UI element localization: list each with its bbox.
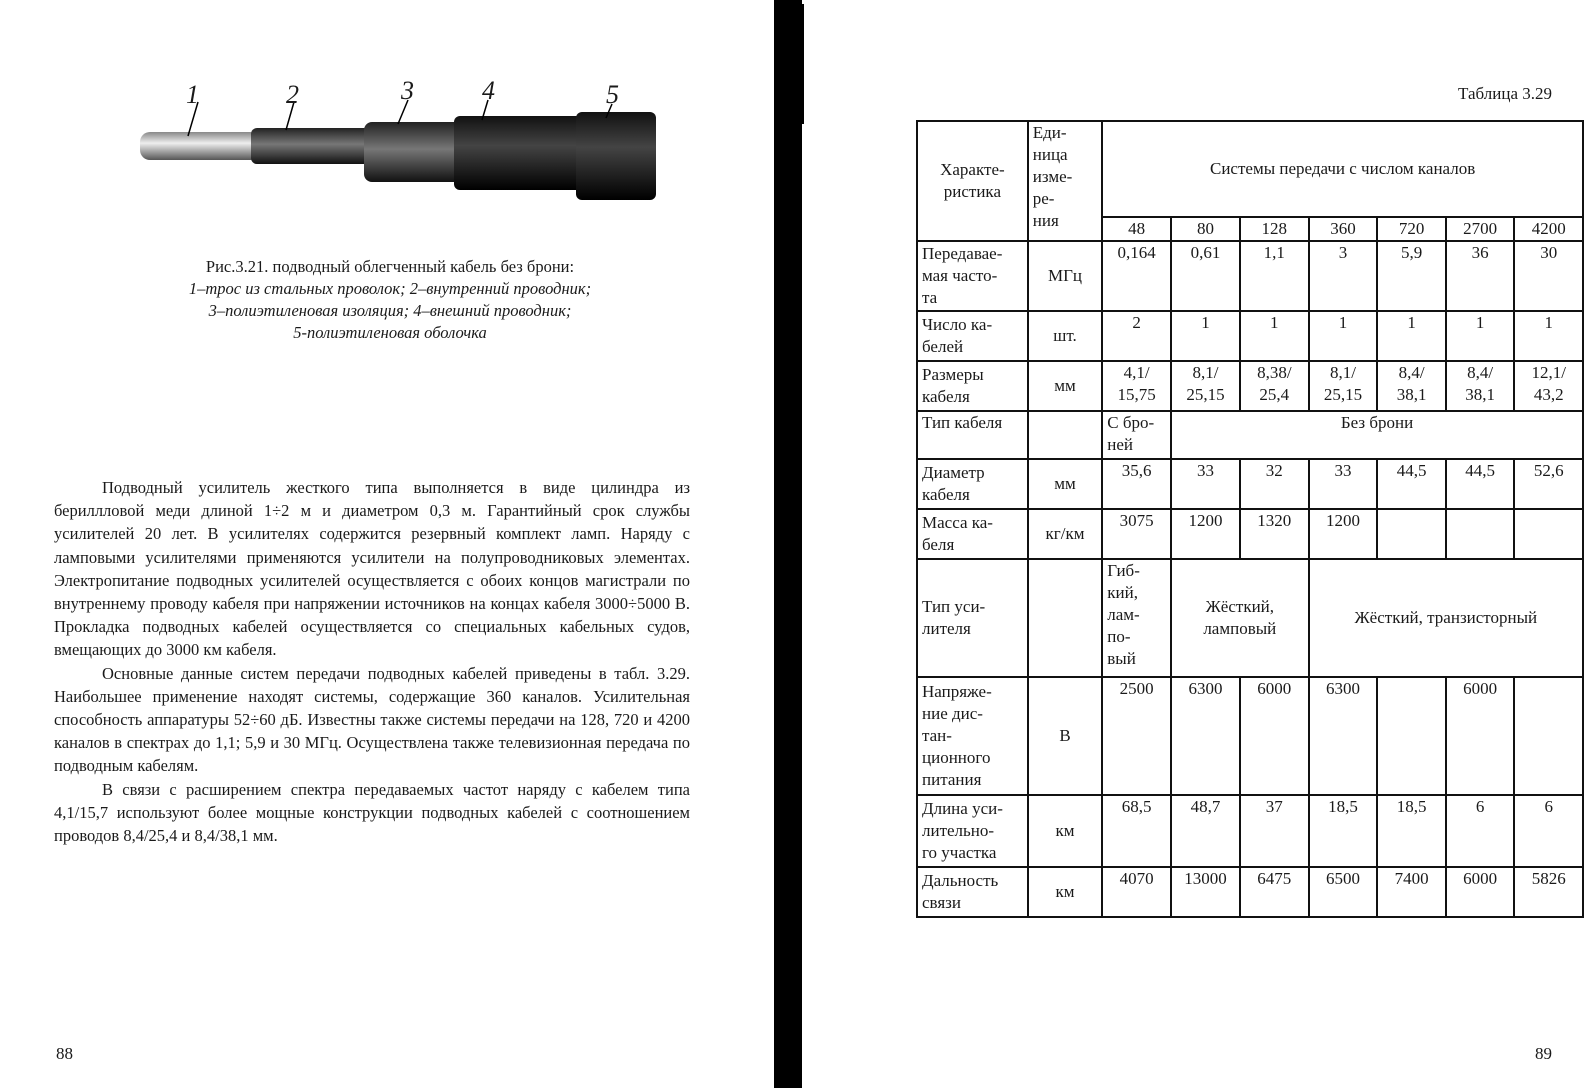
table-row	[917, 311, 1583, 361]
cell: 13000	[1171, 867, 1240, 917]
table-row	[917, 677, 1583, 795]
page-number-left: 88	[56, 1044, 73, 1063]
row-unit	[1028, 559, 1103, 677]
cell	[1514, 509, 1583, 559]
cell: 33	[1171, 459, 1240, 509]
table-row	[917, 795, 1583, 867]
row-label: Число ка- белей	[917, 311, 1028, 361]
cell: 2	[1102, 311, 1171, 361]
row-unit: шт.	[1028, 311, 1103, 361]
cell	[1446, 509, 1515, 559]
cell: 6000	[1240, 677, 1309, 795]
cell: Без брони	[1171, 411, 1583, 459]
row-label: Диаметр кабеля	[917, 459, 1028, 509]
cell: 8,1/ 25,15	[1171, 361, 1240, 411]
cell: 4,1/ 15,75	[1102, 361, 1171, 411]
cell: 6475	[1240, 867, 1309, 917]
cell: 1200	[1309, 509, 1378, 559]
cell: 68,5	[1102, 795, 1171, 867]
cell: 0,61	[1171, 241, 1240, 311]
cell: С бро- ней	[1102, 411, 1171, 459]
header-systems: Системы передачи с числом каналов	[1102, 121, 1583, 217]
row-label: Напряже- ние дис- тан- ционного питания	[917, 677, 1028, 795]
table-row	[917, 509, 1583, 559]
table-row	[917, 559, 1583, 677]
table-row	[917, 241, 1583, 311]
row-label: Тип уси- лителя	[917, 559, 1028, 677]
channel-cell: 4200	[1514, 217, 1583, 241]
callout-5: 5	[606, 80, 619, 109]
cell	[1377, 509, 1446, 559]
channel-cell: 360	[1309, 217, 1378, 241]
cell: 1,1	[1240, 241, 1309, 311]
row-unit: км	[1028, 867, 1103, 917]
book-spine	[774, 0, 802, 1088]
channel-cell: 720	[1377, 217, 1446, 241]
cell: Жёсткий, транзисторный	[1309, 559, 1583, 677]
cell: 7400	[1377, 867, 1446, 917]
cell: 33	[1309, 459, 1378, 509]
caption-title: Рис.3.21. подводный облегченный кабель без брони:	[205, 257, 575, 276]
cell: 6300	[1309, 677, 1378, 795]
outer-conductor	[454, 116, 594, 190]
cell: 8,4/ 38,1	[1377, 361, 1446, 411]
channel-cell: 48	[1102, 217, 1171, 241]
right-page	[800, 0, 1584, 1088]
cell: 18,5	[1377, 795, 1446, 867]
cell: 1	[1171, 311, 1240, 361]
cell: 3075	[1102, 509, 1171, 559]
table-row	[917, 361, 1583, 411]
row-label: Передавае- мая часто- та	[917, 241, 1028, 311]
channel-cell: 80	[1171, 217, 1240, 241]
paragraph: Подводный усилитель жесткого типа выполняется в виде цилиндра из бериллловой меди длиной 1÷2 м и диаметром 0,3 м. Гарантийный срок службы усилителей 20 лет. В усилителях содержится резервный комплект ламп. Наряду с ламповыми усилителями применяются усилители на полупроводниковых элементах. Электропитание подводных усилителей осуществляется с обоих концов магистрали по внутреннему проводу кабеля при напряжении источников на концах кабеля 3000÷5000 В. Прокладка подводных кабелей осуществляется со специальных кабельных судов, вмещающих до 3000 км кабеля.	[54, 478, 690, 660]
cell: 44,5	[1377, 459, 1446, 509]
callout-1: 1	[186, 80, 199, 109]
caption-line: 1–трос из стальных проволок; 2–внутренний проводник;	[188, 279, 592, 298]
left-page	[0, 0, 780, 1088]
row-unit: мм	[1028, 459, 1103, 509]
cell: 48,7	[1171, 795, 1240, 867]
paragraph: В связи с расширением спектра передаваемых частот наряду с кабелем типа 4,1/15,7 используют более мощные конструкции подводных кабелей с соотношением проводов 8,4/25,4 и 8,4/38,1 мм.	[54, 779, 690, 846]
row-unit: кг/км	[1028, 509, 1103, 559]
cell: 5,9	[1377, 241, 1446, 311]
table-header-row	[917, 121, 1583, 217]
row-label: Дальность связи	[917, 867, 1028, 917]
caption-line: 5-полиэтиленовая оболочка	[293, 323, 487, 342]
row-label: Масса ка- беля	[917, 509, 1028, 559]
cell: 1	[1240, 311, 1309, 361]
cell: 1200	[1171, 509, 1240, 559]
cable-illustration	[136, 80, 656, 210]
row-unit: В	[1028, 677, 1103, 795]
cell: 52,6	[1514, 459, 1583, 509]
channel-cell: 128	[1240, 217, 1309, 241]
row-unit	[1028, 411, 1103, 459]
cell: 1	[1514, 311, 1583, 361]
steel-rope	[140, 132, 260, 160]
figure-caption	[90, 256, 690, 344]
table-row	[917, 867, 1583, 917]
callout-3: 3	[401, 76, 414, 105]
insulation	[364, 122, 464, 182]
cell: 12,1/ 43,2	[1514, 361, 1583, 411]
cell	[1514, 677, 1583, 795]
row-label: Размеры кабеля	[917, 361, 1028, 411]
channel-cell: 2700	[1446, 217, 1515, 241]
cell: 6	[1446, 795, 1515, 867]
cell: 2500	[1102, 677, 1171, 795]
cell: 6	[1514, 795, 1583, 867]
cell: 6300	[1171, 677, 1240, 795]
cell: 3	[1309, 241, 1378, 311]
cell: 5826	[1514, 867, 1583, 917]
cell: 8,38/ 25,4	[1240, 361, 1309, 411]
row-unit: мм	[1028, 361, 1103, 411]
cable-figure	[136, 76, 656, 210]
header-unit: Еди- ница изме- ре- ния	[1028, 121, 1103, 241]
cell: 1320	[1240, 509, 1309, 559]
cell	[1377, 677, 1446, 795]
table-row	[917, 411, 1583, 459]
cell: 1	[1309, 311, 1378, 361]
row-unit: км	[1028, 795, 1103, 867]
cell: 1	[1446, 311, 1515, 361]
cell: 6000	[1446, 677, 1515, 795]
cell: 18,5	[1309, 795, 1378, 867]
cell: 30	[1514, 241, 1583, 311]
cell: 37	[1240, 795, 1309, 867]
callout-2: 2	[286, 80, 299, 109]
row-label: Тип кабеля	[917, 411, 1028, 459]
page-number-right: 89	[1535, 1044, 1552, 1063]
callout-4: 4	[482, 76, 495, 105]
cell: Жёсткий, ламповый	[1171, 559, 1309, 677]
data-table	[916, 120, 1584, 918]
header-characteristic: Характе- ристика	[917, 121, 1028, 241]
cell: 35,6	[1102, 459, 1171, 509]
table-title: Таблица 3.29	[1458, 84, 1552, 103]
cell: 8,1/ 25,15	[1309, 361, 1378, 411]
row-unit: МГц	[1028, 241, 1103, 311]
body-text	[54, 476, 690, 847]
inner-conductor	[251, 128, 371, 164]
cell: 0,164	[1102, 241, 1171, 311]
cell: Гиб- кий, лам- по- вый	[1102, 559, 1171, 677]
cell: 1	[1377, 311, 1446, 361]
paragraph: Основные данные систем передачи подводных кабелей приведены в табл. 3.29. Наибольшее применение находят системы, содержащие 360 каналов. Усилительная способность аппаратуры 52÷60 дБ. Известны также системы передачи на 128, 720 и 4200 каналов в спектрах до 1,1; 5,9 и 30 МГц. Осуществлена также телевизионная передача по подводным кабелям.	[54, 663, 690, 776]
cell: 32	[1240, 459, 1309, 509]
table-row	[917, 459, 1583, 509]
cell: 44,5	[1446, 459, 1515, 509]
cell: 8,4/ 38,1	[1446, 361, 1515, 411]
cell: 4070	[1102, 867, 1171, 917]
outer-sheath	[576, 112, 656, 200]
cell: 36	[1446, 241, 1515, 311]
cell: 6000	[1446, 867, 1515, 917]
cell: 6500	[1309, 867, 1378, 917]
row-label: Длина уси- лительно- го участка	[917, 795, 1028, 867]
caption-line: 3–полиэтиленовая изоляция; 4–внешний проводник;	[208, 301, 572, 320]
